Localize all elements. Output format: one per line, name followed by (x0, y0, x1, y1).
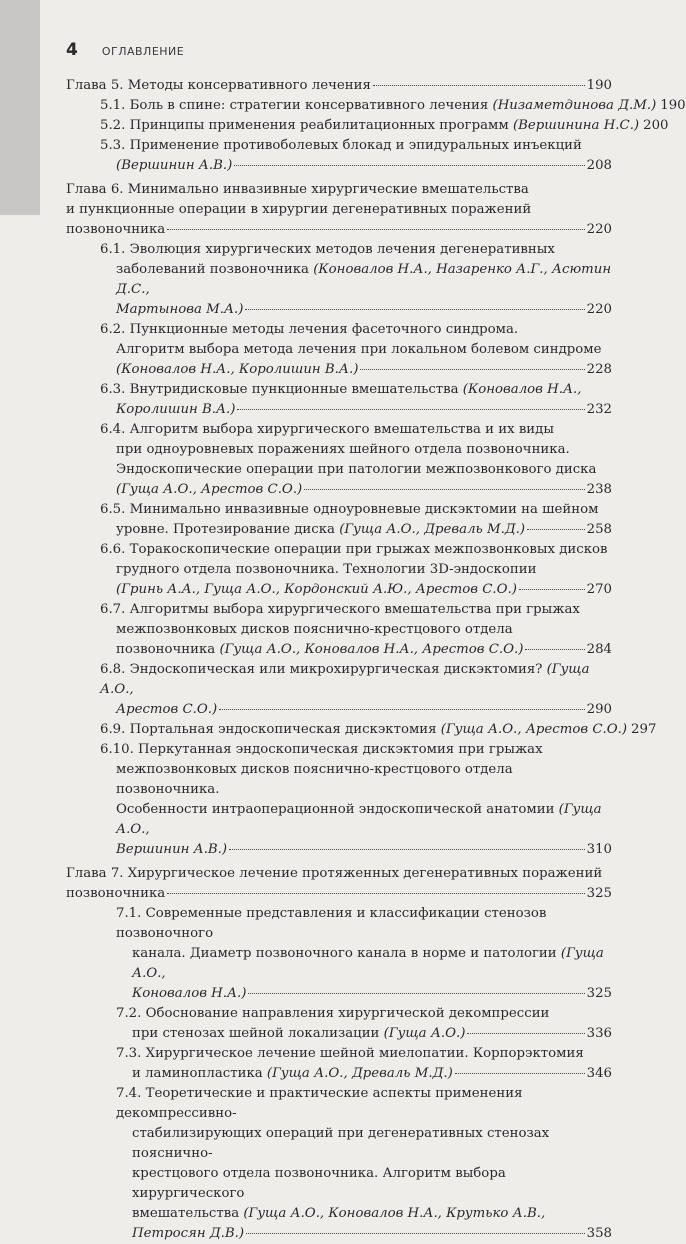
page-ref: 284 (586, 642, 612, 657)
entry-text (100, 260, 612, 300)
author-names: (Гуща А.О., Коновалов Н.А., Крутько А.В., (243, 1206, 546, 1221)
author-names: Королишин В.А.) (116, 402, 236, 417)
entry-text (116, 300, 243, 320)
toc-entry-6-7 (66, 600, 612, 660)
entry-text (100, 840, 612, 860)
entry-text (100, 400, 612, 420)
entry-text: канала. Диаметр позвоночного канала в норме и патологии (132, 946, 561, 961)
page-ref: 290 (586, 702, 612, 717)
page-ref: 336 (586, 1026, 612, 1041)
entry-text: 6.1. Эволюция хирургических методов лечения дегенеративных (100, 242, 555, 257)
toc-entry-6-8 (66, 660, 612, 720)
dot-leader (245, 309, 584, 310)
page-ref: 358 (586, 1226, 612, 1241)
entry-text (66, 76, 612, 96)
author-names: (Гуща А.О.) (383, 1026, 466, 1041)
running-head (66, 40, 184, 62)
toc-entry-6-10 (66, 740, 612, 860)
entry-text: 6.8. Эндоскопическая или микрохирургическая дискэктомия? (100, 662, 547, 677)
page-ref: 190 (660, 98, 686, 113)
page-ref: 325 (586, 986, 612, 1001)
toc-entry-6-6 (66, 540, 612, 600)
page-ref: 238 (586, 482, 612, 497)
entry-text (132, 1064, 453, 1084)
entry-text: при одноуровневых поражениях шейного отдела позвоночника. (116, 442, 570, 457)
entry-text (116, 1064, 612, 1084)
toc-entry-6-2 (66, 320, 612, 380)
author-names: (Гуща А.О., Древаль М.Д.) (266, 1066, 453, 1081)
entry-text: Эндоскопические операции при патологии межпозвонкового диска (116, 462, 597, 477)
author-names: (Гуща А.О., (132, 946, 604, 981)
entry-text (116, 520, 525, 540)
dot-leader (527, 529, 585, 530)
entry-text (116, 1224, 612, 1244)
entry-text: Глава 5. Методы консервативного лечения (66, 78, 371, 93)
entry-text: 6.6. Торакоскопические операции при грыжах межпозвонковых дисков (100, 542, 608, 557)
entry-text: 5.3. Применение противоболевых блокад и эпидуральных инъекций (100, 138, 582, 153)
entry-text: позвоночника (116, 642, 220, 657)
toc-entry-5-1 (66, 96, 686, 116)
entry-text: стабилизирующих операций при дегенеративных стенозах пояснично- (132, 1126, 550, 1161)
dot-leader (167, 229, 584, 230)
entry-text (100, 720, 627, 740)
entry-text (100, 96, 656, 116)
entry-text: Глава 7. Хирургическое лечение протяженных дегенеративных поражений (66, 866, 603, 881)
entry-text (116, 156, 232, 176)
author-names: Арестов С.О.) (116, 702, 218, 717)
author-names: (Коновалов Н.А., Королишин В.А.) (116, 362, 359, 377)
entry-text (100, 480, 612, 500)
entry-text (116, 1024, 612, 1044)
toc-entry-6-4 (66, 420, 612, 500)
entry-text (132, 984, 246, 1004)
author-names: (Гуща А.О., (116, 802, 602, 837)
dot-leader (237, 409, 584, 410)
author-names: (Гуща А.О., Арестов С.О.) (116, 482, 303, 497)
entry-text: позвоночника (66, 886, 166, 901)
page-ref: 346 (586, 1066, 612, 1081)
toc-entry-6-9 (66, 720, 657, 740)
chapter-5 (66, 76, 612, 96)
entry-text (100, 300, 612, 320)
entry-text: 7.1. Современные представления и классификации стенозов позвоночного (116, 906, 547, 941)
entry-text: грудного отдела позвоночника. Технологии 3D-эндоскопии (116, 562, 537, 577)
entry-text (100, 116, 639, 136)
dot-leader (248, 993, 584, 994)
entry-text (66, 884, 612, 904)
entry-text (100, 520, 612, 540)
dot-leader (455, 1073, 585, 1074)
page-edge-shadow (0, 0, 40, 215)
page-ref: 208 (586, 158, 612, 173)
toc-entry-5-2 (66, 116, 669, 136)
entry-text (100, 116, 669, 136)
entry-text: и пункционные операции в хирургии дегенеративных поражений (66, 202, 532, 217)
entry-text: 7.2. Обоснование направления хирургической декомпрессии (116, 1006, 550, 1021)
entry-text: и ламинопластика (132, 1066, 267, 1081)
entry-text (66, 220, 612, 240)
entry-text (100, 800, 612, 840)
entry-text: 6.7. Алгоритмы выбора хирургического вмешательства при грыжах (100, 602, 580, 617)
entry-text (116, 400, 235, 420)
author-names: Коновалов Н.А.) (132, 986, 247, 1001)
entry-text (116, 1204, 612, 1224)
author-names: Петросян Д.В.) (132, 1226, 245, 1241)
entry-text: при стенозах шейной локализации (132, 1026, 384, 1041)
chapter-7 (66, 864, 612, 904)
entry-text (116, 360, 358, 380)
page-ref: 228 (586, 362, 612, 377)
entry-text: 6.3. Внутридисковые пункционные вмешательства (100, 382, 463, 397)
toc-entry-5-3 (66, 136, 612, 176)
entry-text: 6.5. Минимально инвазивные одноуровневые дискэктомии на шейном (100, 502, 599, 517)
entry-text: 6.10. Перкутанная эндоскопическая дискэктомия при грыжах (100, 742, 543, 757)
page-ref: 232 (586, 402, 612, 417)
page-ref: 220 (586, 222, 612, 237)
entry-text: межпозвонковых дисков пояснично-крестцового отдела позвоночника. (116, 762, 513, 797)
entry-text: заболеваний позвоночника (116, 262, 314, 277)
entry-text (116, 944, 612, 984)
section-title: ОГЛАВЛЕНИЕ (101, 45, 185, 58)
entry-text (100, 720, 657, 740)
toc-entry-6-3 (66, 380, 612, 420)
entry-text (116, 700, 217, 720)
author-names: (Гуща А.О., (100, 662, 590, 697)
page-ref: 200 (643, 118, 669, 133)
author-names: (Гуща А.О., Коновалов Н.А., Арестов С.О.) (219, 642, 524, 657)
entry-text: 5.2. Принципы применения реабилитационных программ (100, 118, 513, 133)
author-names: Мартынова М.А.) (116, 302, 244, 317)
author-names: Вершинин А.В.) (116, 842, 228, 857)
page-number: 4 (66, 40, 78, 60)
table-of-contents (66, 72, 686, 1244)
toc-entry-6-1 (66, 240, 612, 320)
entry-text: межпозвонковых дисков пояснично-крестцового отдела (116, 622, 513, 637)
entry-text: позвоночника (66, 222, 166, 237)
dot-leader (360, 369, 584, 370)
entry-text (116, 984, 612, 1004)
dot-leader (525, 649, 584, 650)
author-names: (Вершинина Н.С.) (512, 118, 640, 133)
dot-leader (229, 849, 585, 850)
page-ref: 325 (586, 886, 612, 901)
dot-leader (519, 589, 585, 590)
entry-text: 6.2. Пункционные методы лечения фасеточного синдрома. (100, 322, 519, 337)
entry-text (100, 660, 612, 700)
toc-entry-6-5 (66, 500, 612, 540)
author-names: (Коновалов Н.А., Назаренко А.Г., Асютин Д.С., (116, 262, 612, 297)
entry-text (100, 580, 612, 600)
entry-text: 7.4. Теоретические и практические аспекты применения декомпрессивно- (116, 1086, 523, 1121)
entry-text: 6.4. Алгоритм выбора хирургического вмешательства и их виды (100, 422, 554, 437)
page-ref: 297 (631, 722, 657, 737)
dot-leader (219, 709, 584, 710)
entry-text: 6.9. Портальная эндоскопическая дискэктомия (100, 722, 441, 737)
author-names: (Коновалов Н.А., (462, 382, 582, 397)
entry-text (116, 580, 517, 600)
dot-leader (467, 1033, 584, 1034)
dot-leader (167, 893, 584, 894)
entry-text (116, 640, 523, 660)
entry-text (132, 1224, 244, 1244)
chapter-6 (66, 180, 612, 240)
entry-text (100, 96, 686, 116)
entry-text (100, 360, 612, 380)
author-names: (Низаметдинова Д.М.) (492, 98, 657, 113)
page-ref: 270 (586, 582, 612, 597)
toc-entry-7-4 (66, 1084, 612, 1244)
page-ref: 258 (586, 522, 612, 537)
author-names: (Гуща А.О., Древаль М.Д.) (339, 522, 526, 537)
entry-text (116, 840, 227, 860)
toc-entry-7-1 (66, 904, 612, 1004)
dot-leader (234, 165, 584, 166)
entry-text (100, 640, 612, 660)
toc-entry-7-2 (66, 1004, 612, 1044)
entry-text (132, 1024, 465, 1044)
author-names: (Вершинин А.В.) (116, 158, 233, 173)
entry-text: 7.3. Хирургическое лечение шейной миелопатии. Корпорэктомия (116, 1046, 584, 1061)
entry-text: 5.1. Боль в спине: стратегии консервативного лечения (100, 98, 493, 113)
entry-text: Глава 6. Минимально инвазивные хирургические вмешательства (66, 182, 529, 197)
entry-text (100, 380, 612, 400)
author-names: (Гуща А.О., Арестов С.О.) (440, 722, 628, 737)
author-names: (Гринь А.А., Гуща А.О., Кордонский А.Ю., Арестов С.О.) (116, 582, 517, 597)
page-ref: 190 (586, 78, 612, 93)
toc-entry-7-3 (66, 1044, 612, 1084)
page-ref: 220 (586, 302, 612, 317)
dot-leader (373, 85, 585, 86)
dot-leader (246, 1233, 585, 1234)
entry-text (116, 480, 302, 500)
entry-text: Алгоритм выбора метода лечения при локальном болевом синдроме (116, 342, 602, 357)
entry-text: крестцового отдела позвоночника. Алгоритм выбора хирургического (132, 1166, 506, 1201)
dot-leader (304, 489, 584, 490)
entry-text: уровне. Протезирование диска (116, 522, 340, 537)
page-ref: 310 (586, 842, 612, 857)
entry-text: вмешательства (132, 1206, 244, 1221)
entry-text (100, 156, 612, 176)
entry-text: Особенности интраоперационной эндоскопической анатомии (116, 802, 559, 817)
entry-text (100, 700, 612, 720)
